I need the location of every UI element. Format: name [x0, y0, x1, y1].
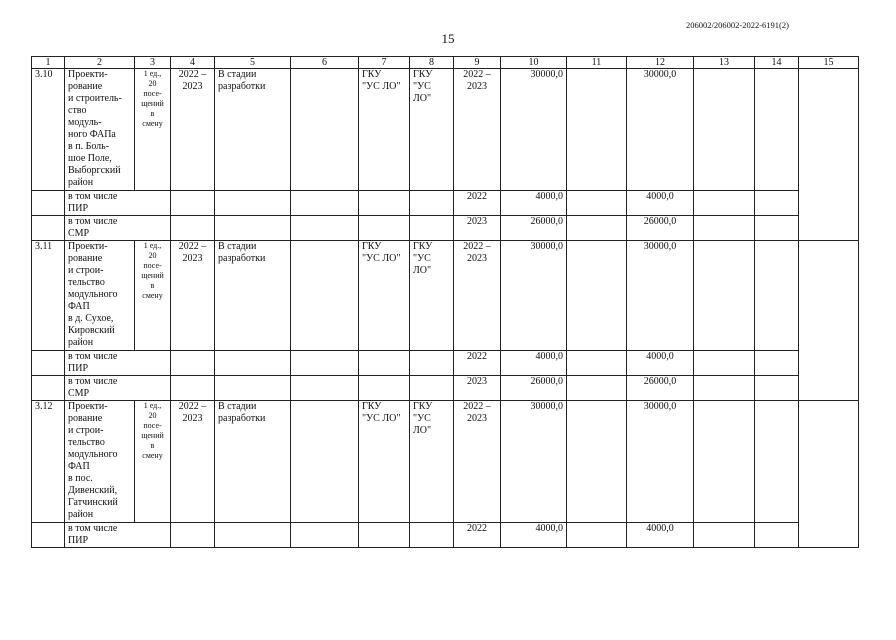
empty-cell: [215, 523, 291, 548]
empty-cell: [291, 241, 359, 351]
empty-cell: [799, 69, 859, 241]
sub-col12: 4000,0: [627, 523, 694, 548]
project-name: Проекти- рование и строи- тельство модульного ФАП в пос. Дивенский, Гатчинский район: [65, 401, 135, 523]
sub-row: [32, 376, 859, 401]
empty-cell: [410, 191, 454, 216]
project-total: 30000,0: [501, 401, 567, 523]
empty-cell: [171, 376, 215, 401]
project-stage: В стадии разработки: [215, 69, 291, 191]
empty-cell: [359, 376, 410, 401]
empty-cell: [755, 401, 799, 523]
empty-cell: [359, 191, 410, 216]
empty-cell: [215, 191, 291, 216]
empty-cell: [215, 216, 291, 241]
project-years: 2022 – 2023: [454, 69, 501, 191]
project-capacity: 1 ед., 20 посе- щений в смену: [135, 69, 171, 191]
sub-label: в том числе СМР: [65, 376, 171, 401]
empty-cell: [291, 523, 359, 548]
project-row: [32, 401, 859, 523]
empty-cell: [291, 351, 359, 376]
column-header: 4: [171, 57, 215, 69]
empty-cell: [215, 351, 291, 376]
empty-cell: [171, 216, 215, 241]
sub-col12: 4000,0: [627, 191, 694, 216]
empty-cell: [694, 401, 755, 523]
empty-cell: [32, 191, 65, 216]
column-header: 12: [627, 57, 694, 69]
empty-cell: [694, 216, 755, 241]
project-total: 30000,0: [501, 241, 567, 351]
sub-label: в том числе СМР: [65, 216, 171, 241]
project-period: 2022 – 2023: [171, 69, 215, 191]
empty-cell: [291, 216, 359, 241]
empty-cell: [755, 191, 799, 216]
sub-year: 2022: [454, 351, 501, 376]
empty-cell: [567, 191, 627, 216]
item-number: 3.10: [32, 69, 65, 191]
column-header: 7: [359, 57, 410, 69]
item-number: 3.12: [32, 401, 65, 523]
project-row: [32, 241, 859, 351]
empty-cell: [32, 216, 65, 241]
column-header: 9: [454, 57, 501, 69]
sub-total: 26000,0: [501, 216, 567, 241]
sub-row: [32, 216, 859, 241]
empty-cell: [755, 241, 799, 351]
empty-cell: [694, 376, 755, 401]
sub-total: 4000,0: [501, 351, 567, 376]
empty-cell: [567, 69, 627, 191]
project-name: Проекти- рование и строи- тельство модульного ФАП в д. Сухое, Кировский район: [65, 241, 135, 351]
sub-total: 26000,0: [501, 376, 567, 401]
column-header: 6: [291, 57, 359, 69]
project-col12: 30000,0: [627, 69, 694, 191]
project-capacity: 1 ед., 20 посе- щений в смену: [135, 241, 171, 351]
empty-cell: [694, 241, 755, 351]
empty-cell: [291, 376, 359, 401]
empty-cell: [32, 376, 65, 401]
empty-cell: [799, 241, 859, 401]
column-header: 11: [567, 57, 627, 69]
empty-cell: [755, 523, 799, 548]
column-header: 8: [410, 57, 454, 69]
project-customer: ГКУ "УС ЛО": [359, 241, 410, 351]
empty-cell: [215, 376, 291, 401]
empty-cell: [171, 191, 215, 216]
program-table: [31, 56, 859, 548]
column-header: 14: [755, 57, 799, 69]
project-col12: 30000,0: [627, 241, 694, 351]
empty-cell: [291, 69, 359, 191]
project-years: 2022 – 2023: [454, 241, 501, 351]
empty-cell: [291, 401, 359, 523]
sub-year: 2022: [454, 191, 501, 216]
sub-row: [32, 191, 859, 216]
sub-col12: 26000,0: [627, 376, 694, 401]
empty-cell: [567, 523, 627, 548]
empty-cell: [291, 191, 359, 216]
empty-cell: [567, 351, 627, 376]
project-col12: 30000,0: [627, 401, 694, 523]
sub-label: в том числе ПИР: [65, 523, 171, 548]
empty-cell: [755, 376, 799, 401]
sub-label: в том числе ПИР: [65, 351, 171, 376]
empty-cell: [567, 401, 627, 523]
empty-cell: [694, 69, 755, 191]
project-name: Проекти- рование и строитель- ство модуль- ного ФАПа в п. Боль- шое Поле, Выборгский район: [65, 69, 135, 191]
empty-cell: [694, 191, 755, 216]
sub-col12: 26000,0: [627, 216, 694, 241]
sub-label: в том числе ПИР: [65, 191, 171, 216]
empty-cell: [171, 351, 215, 376]
project-executor: ГКУ "УС ЛО": [410, 401, 454, 523]
sub-row: [32, 351, 859, 376]
column-header: 10: [501, 57, 567, 69]
empty-cell: [32, 523, 65, 548]
empty-cell: [755, 351, 799, 376]
empty-cell: [694, 523, 755, 548]
column-header: 3: [135, 57, 171, 69]
page-number: 15: [441, 31, 455, 46]
document-id: 206002/206002-2022-6191(2): [686, 20, 789, 30]
project-row: [32, 69, 859, 191]
empty-cell: [799, 401, 859, 548]
project-executor: ГКУ "УС ЛО": [410, 241, 454, 351]
empty-cell: [359, 351, 410, 376]
project-customer: ГКУ "УС ЛО": [359, 401, 410, 523]
empty-cell: [755, 216, 799, 241]
sub-col12: 4000,0: [627, 351, 694, 376]
project-capacity: 1 ед., 20 посе- щений в смену: [135, 401, 171, 523]
sub-year: 2022: [454, 523, 501, 548]
project-total: 30000,0: [501, 69, 567, 191]
column-header: 15: [799, 57, 859, 69]
empty-cell: [32, 351, 65, 376]
column-header: 2: [65, 57, 135, 69]
project-stage: В стадии разработки: [215, 241, 291, 351]
empty-cell: [171, 523, 215, 548]
column-header: 1: [32, 57, 65, 69]
project-period: 2022 – 2023: [171, 401, 215, 523]
column-header: 5: [215, 57, 291, 69]
empty-cell: [410, 523, 454, 548]
sub-total: 4000,0: [501, 523, 567, 548]
empty-cell: [359, 523, 410, 548]
empty-cell: [410, 351, 454, 376]
sub-year: 2023: [454, 216, 501, 241]
empty-cell: [359, 216, 410, 241]
empty-cell: [410, 216, 454, 241]
sub-row: [32, 523, 859, 548]
empty-cell: [410, 376, 454, 401]
project-period: 2022 – 2023: [171, 241, 215, 351]
empty-cell: [755, 69, 799, 191]
sub-year: 2023: [454, 376, 501, 401]
sub-total: 4000,0: [501, 191, 567, 216]
empty-cell: [567, 241, 627, 351]
project-executor: ГКУ "УС ЛО": [410, 69, 454, 191]
empty-cell: [567, 216, 627, 241]
project-stage: В стадии разработки: [215, 401, 291, 523]
project-customer: ГКУ "УС ЛО": [359, 69, 410, 191]
item-number: 3.11: [32, 241, 65, 351]
column-number-row: [32, 57, 859, 69]
empty-cell: [694, 351, 755, 376]
project-years: 2022 – 2023: [454, 401, 501, 523]
empty-cell: [567, 376, 627, 401]
column-header: 13: [694, 57, 755, 69]
